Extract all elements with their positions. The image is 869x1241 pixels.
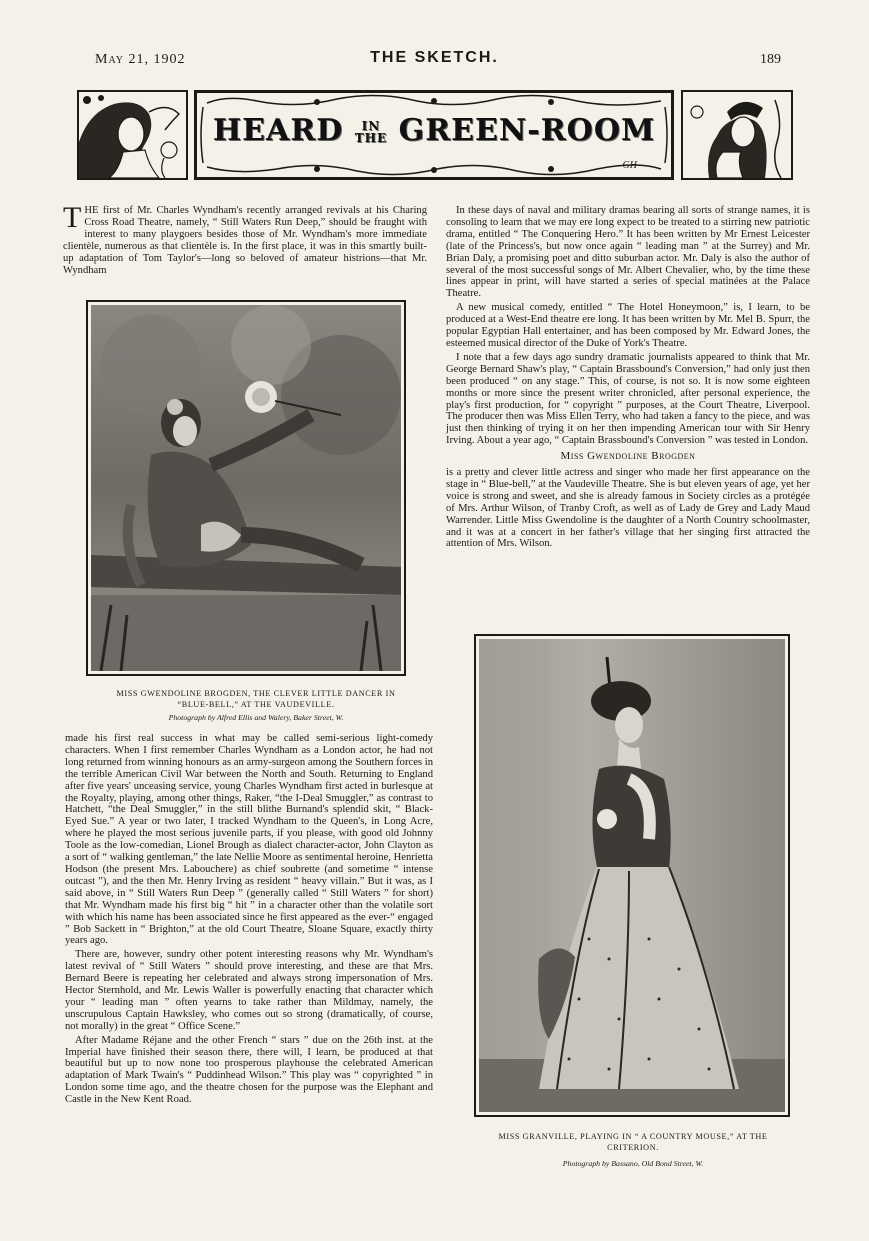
photo1-caption-line1: MISS GWENDOLINE BROGDEN, THE CLEVER LITTLE DANCER IN	[116, 689, 396, 698]
issue-date: May 21, 1902	[95, 52, 186, 67]
photo-gwendoline-brogden-image	[91, 305, 401, 671]
right-column	[446, 205, 810, 552]
banner-left-vignette	[77, 90, 188, 180]
title-word-heard: HEARD	[212, 113, 344, 148]
photo2-caption-line2: CRITERION.	[607, 1143, 659, 1152]
actress-photograph	[479, 639, 785, 1112]
banner-right-vignette	[681, 90, 793, 180]
masthead: THE SKETCH.	[370, 49, 499, 66]
running-header	[0, 48, 869, 72]
dancer-photograph	[91, 305, 401, 671]
photo-gwendoline-brogden	[86, 300, 406, 676]
left-paragraph-1: made his first real success in what may be called semi-serious light-comedy characters. When I first remember Charles Wyndham as a London actor, he had not long returned from winning honours as an army-surgeon among the Southern forces in the terrible American Civil War between the North and South. Returning to England after five years' unceasing service, young Charles Wyndham first acted in burlesque at the Royalty, playing, among other things, Raker, “the I-Deal Smuggler,” as contrast to Hatchett, “the Deal Smuggler,” in the still blithe Burnand's splendid skit, “ Black-Eyed Sue.” A year or two later, I tracked Wyndham to the Queen's, in Long Acre, where he played the most serious juvenile parts, if you please, with good old Johnny Toole as the low-comedian, Lionel Brough as dialect character-actor, John Clayton as a sort of “ walking gentleman,” the late Nellie Moore as sentimental heroine, Henrietta Hodson (the present Mrs. Labouchere) as chief soubrette (and sometime “ intense outcast ”), and the then Mr. Henry Irving as resident “ heavy villain.” But it was, as I said above, in “ Still Waters Run Deep ” (generally called “ Still Waters ” for short) that Mr. Wyndham made his first big “ hit ” in a character other than the volatile sort with which his name has been associated since he first appeared as the ever-“ engaged ” Bob Sackett in “ Brighton,” at the old Court Theatre, Sloane Square, exactly thirty years ago.	[65, 733, 433, 947]
photo1-caption	[86, 688, 426, 710]
photo1-caption-line2: “BLUE-BELL,” AT THE VAUDEVILLE.	[177, 700, 335, 709]
page-number: 189	[760, 52, 781, 67]
photo-miss-granville	[474, 634, 790, 1117]
photo2-credit: Photograph by Bassano, Old Bond Street, W.	[562, 1159, 704, 1168]
left-column-intro	[63, 201, 427, 278]
right-paragraph-2: A new musical comedy, entitled “ The Hotel Honeymoon,” is, I learn, to be produced at a West-End theatre ere long. It has been written by Mr. Mel B. Spurr, the popular Egyptian Hall entertainer, and has been composed by Mr. Edward Jones, the esteemed musical director of the Duke of York's Theatre.	[446, 302, 810, 349]
title-word-green-room: GREEN-ROOM	[398, 113, 656, 148]
photo1-credit: Photograph by Alfred Ellis and Walery, Baker Street, W.	[168, 713, 344, 722]
left-column-body	[65, 733, 433, 1108]
right-paragraph-4: is a pretty and clever little actress and singer who made her first appearance on the stage in “ Blue-bell,” at the Vaudeville Theatre. She is but eleven years of age, yet her voice is strong and sweet, and she is already famous in Society circles as a protégée of Mrs. Arthur Wilson, of Tranby Croft, as well as of Lady de Grey and Lady Maud Warrender. Little Miss Gwendoline is the daughter of a North Country schoolmaster, and it was at a concert in her father's village that her singing first attracted the attention of Mrs. Wilson.	[446, 467, 810, 550]
drop-cap: T	[63, 201, 82, 234]
artist-monogram: GH	[622, 160, 637, 171]
title-word-the: THE	[354, 131, 388, 145]
section-banner	[77, 90, 793, 180]
intro-text: HE first of Mr. Charles Wyndham's recently arranged revivals at his Charing Cross Road Theatre, namely, “ Still Waters Run Deep,” should be fraught with interest to many playgoers besides those of Mr. Wyndham's more immediate clientèle, numerous as that clientèle is. In the first place, it was in this smartly built-up adaptation of Tom Taylor's—long so beloved of amateur histrions—that Mr. Wyndham	[63, 205, 427, 276]
photo-miss-granville-image	[479, 639, 785, 1112]
jester-portrait-illustration	[683, 92, 791, 178]
intro-paragraph	[63, 201, 427, 276]
photo2-caption	[465, 1131, 801, 1153]
title-word-in: IN	[361, 119, 381, 133]
photo2-caption-line1: MISS GRANVILLE, PLAYING IN “ A COUNTRY MOUSE,” AT THE	[498, 1132, 768, 1141]
left-paragraph-2: There are, however, sundry other potent interesting reasons why Mr. Wyndham's latest revival of “ Still Waters ” should prove interesting, and these are that Mrs. Bernard Beere is repeating her celebrated and always strong impersonation of Mrs. Hector Sternhold, and Mr. Lewis Waller is powerfully enacting that character which your “ leading man ” often yearns to take rather than Mildmay, namely, the unscrupulous Captain Hawksley, who comes out so strong (dramatically, of course, not morally) in the great “ Office Scene.”	[65, 949, 433, 1032]
right-paragraph-3: I note that a few days ago sundry dramatic journalists appeared to think that Mr. George Bernard Shaw's play, “ Captain Brassbound's Conversion,” had only just then been produced “ on any stage.” This, of course, is not so. It is now some eighteen months or more since the present writer chronicled, after personal experience, the play's first production, for “ copyright ” purposes, at the Court Theatre, Liverpool. The producer then was Miss Ellen Terry, who had taken a fancy to the piece, and was just then thinking of trying it on her then impending American tour with Sir Henry Irving. About a year ago, “ Captain Brassbound's Conversion ” was tested in London.	[446, 351, 810, 447]
lady-portrait-illustration	[79, 92, 186, 178]
left-paragraph-3: After Madame Réjane and the other French “ stars ” due on the 26th inst. at the Imperial have finished their season there, there will, I learn, be produced at that beautiful but up to now none too prosperous playhouse the celebrated American adaptation of Mark Twain's “ Puddinhead Wilson.” This play was “ copyrighted ” in London some time ago, and the theatre chosen for the purpose was the Elephant and Castle in the New Kent Road.	[65, 1034, 433, 1106]
banner-title-panel	[194, 90, 674, 180]
subheading-gwendoline-brogden: Miss Gwendoline Brogden	[560, 450, 696, 463]
section-title	[197, 113, 671, 148]
right-paragraph-1: In these days of naval and military dramas bearing all sorts of strange names, it is consoling to learn that we may ere long expect to be treated to a stirring new patriotic drama, entitled “ The Conquering Hero.” It has been written by Mr Ernest Leicester (late of the Princess's, but now once again “ leading man ” at the Surrey) and Mr. Brian Daly, a promising poet and ditto suburban actor. Mr. Daly is also the author of several of the most successful songs of Mr. Albert Chevalier, who, by the time these lines appear in print, will have started a series of special matinées at the Palace Theatre.	[446, 205, 810, 300]
title-small-words	[355, 120, 387, 144]
